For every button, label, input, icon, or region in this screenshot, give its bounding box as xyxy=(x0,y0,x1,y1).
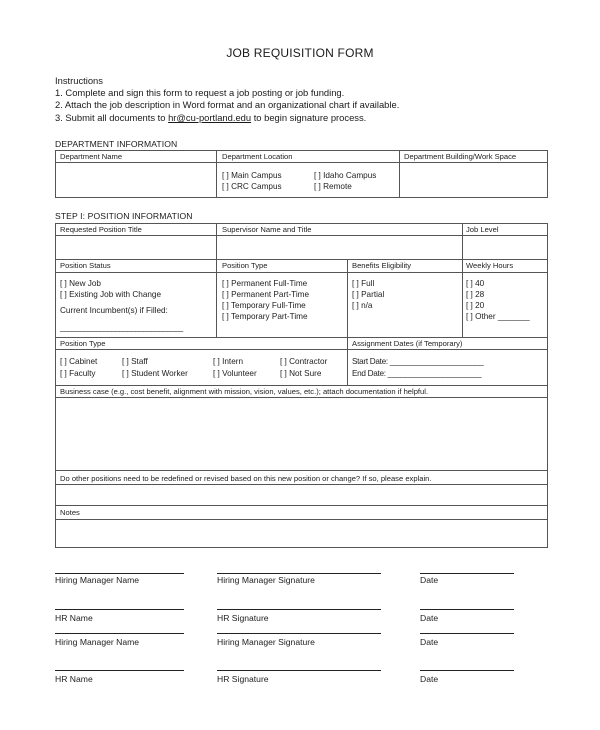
intern-option[interactable]: [ ] Intern xyxy=(213,357,244,366)
hiring-manager-signature-label: Hiring Manager Signature xyxy=(217,575,315,585)
not-sure-option[interactable]: [ ] Not Sure xyxy=(280,369,322,378)
position-type-label: Position Type xyxy=(60,339,106,348)
department-building-label: Department Building/Work Space xyxy=(404,152,517,161)
signature-line[interactable] xyxy=(420,670,514,671)
signature-line[interactable] xyxy=(420,609,514,610)
position-type-header: Position Type xyxy=(222,261,268,270)
current-incumbent-label: Current Incumbent(s) if Filled: xyxy=(60,306,168,315)
step1-heading: STEP I: POSITION INFORMATION xyxy=(55,211,193,221)
na-benefits-option[interactable]: [ ] n/a xyxy=(352,301,373,310)
weekly-hours-label: Weekly Hours xyxy=(466,261,514,270)
position-status-label: Position Status xyxy=(60,261,111,270)
instruction-item-2: 2. Attach the job description in Word format and an organizational chart if available. xyxy=(55,99,400,110)
hours-20-option[interactable]: [ ] 20 xyxy=(466,301,485,310)
assignment-dates-label: Assignment Dates (if Temporary) xyxy=(352,339,463,348)
business-case-field[interactable] xyxy=(56,398,547,469)
faculty-option[interactable]: [ ] Faculty xyxy=(60,369,96,378)
idaho-campus-option[interactable]: [ ] Idaho Campus xyxy=(314,171,377,180)
hours-28-option[interactable]: [ ] 28 xyxy=(466,290,485,299)
main-campus-option[interactable]: [ ] Main Campus xyxy=(222,171,282,180)
signature-line[interactable] xyxy=(217,633,381,634)
hr-name-label: HR Name xyxy=(55,613,93,623)
crc-campus-option[interactable]: [ ] CRC Campus xyxy=(222,182,282,191)
job-level-label: Job Level xyxy=(466,225,499,234)
contractor-option[interactable]: [ ] Contractor xyxy=(280,357,328,366)
supervisor-label: Supervisor Name and Title xyxy=(222,225,312,234)
benefits-eligibility-label: Benefits Eligibility xyxy=(352,261,412,270)
hr-name-label: HR Name xyxy=(55,674,93,684)
date-label: Date xyxy=(420,613,439,623)
existing-job-option[interactable]: [ ] Existing Job with Change xyxy=(60,290,162,299)
date-label: Date xyxy=(420,637,439,647)
temporary-part-time-option[interactable]: [ ] Temporary Part-Time xyxy=(222,312,308,321)
date-label: Date xyxy=(420,674,439,684)
department-name-label: Department Name xyxy=(60,152,123,161)
notes-label: Notes xyxy=(60,508,80,517)
signature-line[interactable] xyxy=(55,573,184,574)
end-date-field[interactable]: End Date: ______________________ xyxy=(352,369,482,378)
instructions-heading: Instructions xyxy=(55,75,103,86)
date-label: Date xyxy=(420,575,439,585)
hr-signature-label: HR Signature xyxy=(217,613,269,623)
signature-line[interactable] xyxy=(55,633,184,634)
other-positions-field[interactable] xyxy=(56,485,547,504)
cabinet-option[interactable]: [ ] Cabinet xyxy=(60,357,98,366)
volunteer-option[interactable]: [ ] Volunteer xyxy=(213,369,257,378)
temporary-full-time-option[interactable]: [ ] Temporary Full-Time xyxy=(222,301,306,310)
department-location-label: Department Location xyxy=(222,152,293,161)
instruction-item-3: 3. Submit all documents to hr@cu-portland.edu to begin signature process. xyxy=(55,112,367,123)
staff-option[interactable]: [ ] Staff xyxy=(122,357,148,366)
hours-40-option[interactable]: [ ] 40 xyxy=(466,279,485,288)
signature-line[interactable] xyxy=(420,573,514,574)
permanent-part-time-option[interactable]: [ ] Permanent Part-Time xyxy=(222,290,310,299)
hours-other-option[interactable]: [ ] Other _______ xyxy=(466,312,530,321)
notes-field[interactable] xyxy=(56,520,547,547)
business-case-label: Business case (e.g., cost benefit, alignment with mission, vision, values, etc.); attach documentation if helpful. xyxy=(60,387,429,396)
partial-benefits-option[interactable]: [ ] Partial xyxy=(352,290,385,299)
instruction-item-1: 1. Complete and sign this form to request a job posting or job funding. xyxy=(55,87,345,98)
signature-line[interactable] xyxy=(420,633,514,634)
signature-line[interactable] xyxy=(217,609,381,610)
incumbent-line[interactable]: _______________________________ xyxy=(60,323,183,332)
requested-position-title-label: Requested Position Title xyxy=(60,225,142,234)
hiring-manager-name-label: Hiring Manager Name xyxy=(55,637,140,647)
start-date-field[interactable]: Start Date: ______________________ xyxy=(352,357,484,366)
permanent-full-time-option[interactable]: [ ] Permanent Full-Time xyxy=(222,279,308,288)
signature-line[interactable] xyxy=(217,573,381,574)
hiring-manager-name-label: Hiring Manager Name xyxy=(55,575,140,585)
student-worker-option[interactable]: [ ] Student Worker xyxy=(122,369,188,378)
signature-line[interactable] xyxy=(55,609,184,610)
department-heading: DEPARTMENT INFORMATION xyxy=(55,139,178,149)
remote-option[interactable]: [ ] Remote xyxy=(314,182,352,191)
form-title: JOB REQUISITION FORM xyxy=(226,46,374,60)
new-job-option[interactable]: [ ] New Job xyxy=(60,279,101,288)
signature-line[interactable] xyxy=(55,670,184,671)
full-benefits-option[interactable]: [ ] Full xyxy=(352,279,375,288)
hiring-manager-signature-label: Hiring Manager Signature xyxy=(217,637,315,647)
hr-signature-label: HR Signature xyxy=(217,674,269,684)
signature-line[interactable] xyxy=(217,670,381,671)
other-positions-label: Do other positions need to be redefined or revised based on this new position or change? If so, please explain. xyxy=(60,474,432,483)
hr-email-link[interactable]: hr@cu-portland.edu xyxy=(168,112,252,123)
